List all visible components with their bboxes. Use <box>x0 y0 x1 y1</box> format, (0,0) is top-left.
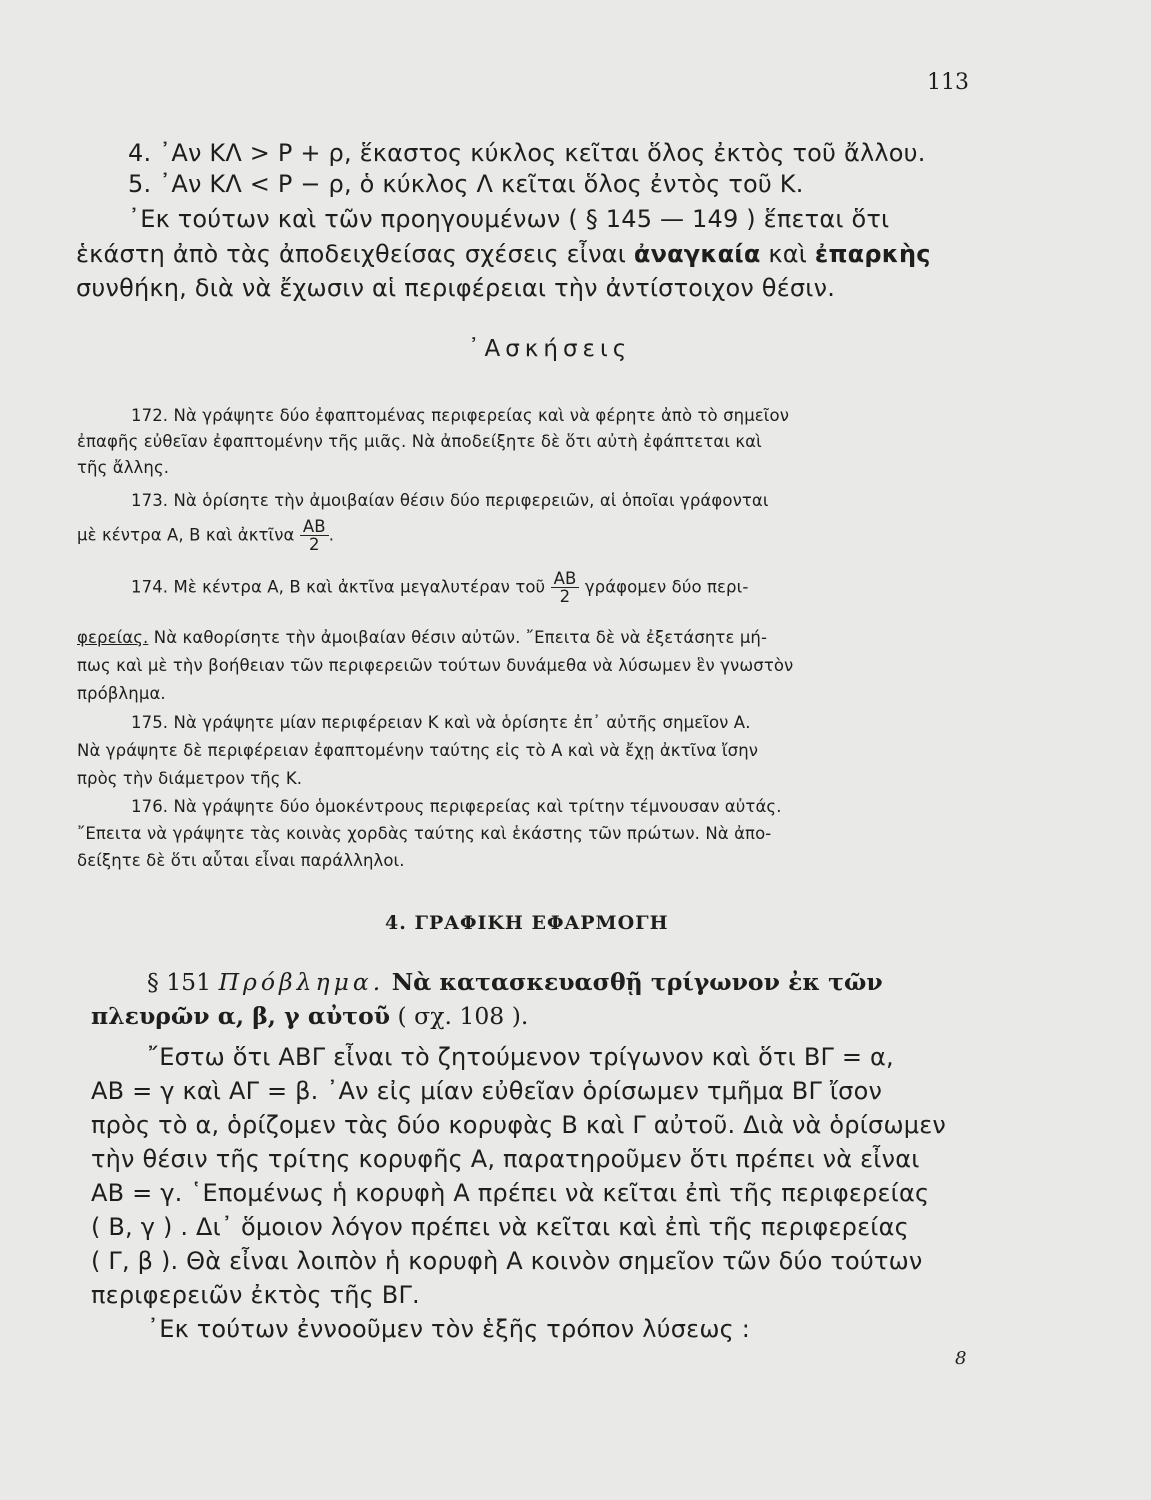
conclusion-conjunction: καὶ <box>768 240 808 268</box>
exercise-174-text: Νὰ καθορίσητε τὴν ἀμοιβαίαν θέσιν αὐτῶν. ῎Επειτα δὲ νὰ ἐξετάσητε μή- <box>153 628 768 647</box>
fraction-numerator: ΑΒ <box>300 518 329 536</box>
fraction-denominator: 2 <box>559 587 571 607</box>
exercise-173-line-2 <box>77 518 334 554</box>
figure-reference: ( σχ. 108 ). <box>397 1002 529 1030</box>
fraction-denominator: 2 <box>309 535 320 555</box>
solution-line-4: τὴν θέσιν τῆς τρίτης κορυφῆς Α, παρατηροῦμεν ὅτι πρέπει νὰ εἶναι <box>91 1145 920 1173</box>
conclusion-line-3: συνθήκη, διὰ νὰ ἔχωσιν αἱ περιφέρειαι τὴν ἀντίστοιχον θέσιν. <box>76 274 836 302</box>
solution-line-6: ( Β, γ ) . Δι᾽ ὅμοιον λόγον πρέπει νὰ κεῖται καὶ ἐπὶ τῆς περιφερείας <box>91 1213 909 1241</box>
exercise-174-line-1 <box>131 570 748 606</box>
solution-line-5: ΑΒ = γ. ῾Επομένως ἡ κορυφὴ Α πρέπει νὰ κεῖται ἐπὶ τῆς περιφερείας <box>91 1179 930 1207</box>
conclusion-line-2 <box>76 240 931 268</box>
section-heading: 4. ΓΡΑΦΙΚΗ ΕΦΑΡΜΟΓΗ <box>385 912 669 934</box>
conclusion-text: ἑκάστη ἀπὸ τὰς ἀποδειχθείσας σχέσεις εἶναι <box>76 240 627 268</box>
term-necessary: ἀναγκαία <box>633 240 761 268</box>
problem-label: Πρόβλημα. <box>218 968 385 996</box>
solution-line-1: ῎Εστω ὅτι ΑΒΓ εἶναι τὸ ζητούμενον τρίγωνον καὶ ὅτι ΒΓ = α, <box>147 1043 894 1071</box>
exercise-174-line-2 <box>77 628 767 647</box>
exercise-175-line-1: 175. Νὰ γράψητε μίαν περιφέρειαν Κ καὶ νὰ ὁρίσητε ἐπ᾽ αὐτῆς σημεῖον Α. <box>131 713 751 732</box>
exercise-174-line-3: πως καὶ μὲ τὴν βοήθειαν τῶν περιφερειῶν τούτων δυνάμεθα νὰ λύσωμεν ἓν γνωστὸν <box>77 656 794 675</box>
conclusion-line-1: ᾽Εκ τούτων καὶ τῶν προηγουμένων ( § 145 — 149 ) ἕπεται ὅτι <box>128 205 890 233</box>
solution-line-8: περιφερειῶν ἐκτὸς τῆς ΒΓ. <box>91 1281 420 1309</box>
exercises-heading: ᾽Ασκήσεις <box>468 336 632 362</box>
exercise-172-line-3: τῆς ἄλλης. <box>77 458 170 477</box>
exercise-175-line-2: Νὰ γράψητε δὲ περιφέρειαν ἐφαπτομένην ταύτης εἰς τὸ Α καὶ νὰ ἔχῃ ἀκτῖνα ἴσην <box>77 741 759 760</box>
exercise-173-end: . <box>328 525 335 545</box>
printer-signature: 8 <box>955 1348 967 1369</box>
exercise-176-line-3: δείξητε δὲ ὅτι αὗται εἶναι παράλληλοι. <box>77 851 405 870</box>
exercise-176-line-1: 176. Νὰ γράψητε δύο ὁμοκέντρους περιφερείας καὶ τρίτην τέμνουσαν αὐτάς. <box>131 797 782 816</box>
solution-line-3: πρὸς τὸ α, ὁρίζομεν τὰς δύο κορυφὰς Β καὶ Γ αὐτοῦ. Διὰ νὰ ὁρίσωμεν <box>91 1111 946 1139</box>
case-5: 5. ᾽Αν ΚΛ < Ρ − ρ, ὁ κύκλος Λ κεῖται ὅλος ἐντὸς τοῦ Κ. <box>128 170 804 198</box>
exercise-176-line-2: ῎Επειτα νὰ γράψητε τὰς κοινὰς χορδὰς ταύτης καὶ ἑκάστης τῶν πρώτων. Νὰ ἀπο- <box>77 824 772 843</box>
paragraph-number: § 151 <box>147 968 212 996</box>
problem-heading-line-2 <box>91 1002 528 1030</box>
solution-line-7: ( Γ, β ). Θὰ εἶναι λοιπὸν ἡ κορυφὴ Α κοινὸν σημεῖον τῶν δύο τούτων <box>91 1247 923 1275</box>
exercise-172-line-2: ἐπαφῆς εὐθεῖαν ἐφαπτομένην τῆς μιᾶς. Νὰ ἀποδείξητε δὲ ὅτι αὐτὴ ἐφάπτεται καὶ <box>77 432 762 451</box>
exercise-174-text-end: γράφομεν δύο περι- <box>584 577 749 597</box>
exercise-172-line-1: 172. Νὰ γράψητε δύο ἐφαπτομένας περιφερείας καὶ νὰ φέρητε ἀπὸ τὸ σημεῖον <box>131 406 790 425</box>
problem-title: Νὰ κατασκευασθῇ τρίγωνον ἐκ τῶν <box>391 968 883 996</box>
exercise-174-text: 174. Μὲ κέντρα Α, Β καὶ ἀκτῖνα μεγαλυτέραν τοῦ <box>131 577 546 597</box>
fraction-ab-over-2 <box>300 518 329 554</box>
page-number: 113 <box>927 70 969 95</box>
exercise-173-text: μὲ κέντρα Α, Β καὶ ἀκτῖνα <box>77 525 295 545</box>
problem-heading <box>147 968 883 996</box>
problem-title-continued: πλευρῶν α, β, γ αὐτοῦ <box>91 1002 391 1030</box>
solution-line-2: ΑΒ = γ καὶ ΑΓ = β. ᾽Αν εἰς μίαν εὐθεῖαν ὁρίσωμεν τμῆμα ΒΓ ἴσον <box>91 1077 883 1105</box>
exercise-174-line-4: πρόβλημα. <box>77 684 166 703</box>
fraction-ab-over-2 <box>551 570 580 606</box>
case-4: 4. ᾽Αν ΚΛ > Ρ + ρ, ἕκαστος κύκλος κεῖται ὅλος ἐκτὸς τοῦ ἄλλου. <box>128 139 926 167</box>
exercise-173-line-1: 173. Νὰ ὁρίσητε τὴν ἀμοιβαίαν θέσιν δύο περιφερειῶν, αἱ ὁποῖαι γράφονται <box>131 491 769 510</box>
fraction-numerator: ΑΒ <box>551 570 580 588</box>
solution-line-9: ᾽Εκ τούτων ἐννοοῦμεν τὸν ἑξῆς τρόπον λύσεως : <box>147 1315 751 1343</box>
term-sufficient: ἐπαρκὴς <box>814 240 931 268</box>
exercise-175-line-3: πρὸς τὴν διάμετρον τῆς Κ. <box>77 769 303 788</box>
underlined-word: φερείας. <box>77 628 149 647</box>
